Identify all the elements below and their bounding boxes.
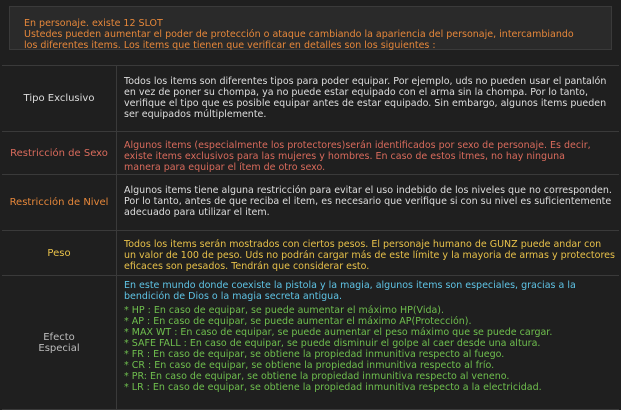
description-line: Todos los items serán mostrados con ciertos pesos. El personaje humano de GUNZ puede andar con [124,239,602,250]
row-description [117,175,619,230]
effect-item-lr: * LR : En caso de equipar, se obtiene la propiedad inmunitiva respecto a la electricidad. [124,382,542,393]
effect-item-pr: * PR: En caso de equipar, se obtiene la propiedad inmunitiva respecto al veneno. [124,371,510,382]
row-label-line: Efecto [43,331,75,343]
item-rules-table [2,65,619,410]
description-line: Por lo tanto, antes de que reciba el item, es necesario que verifique si con su nivel es suficientemente [124,196,612,207]
description-line: en vez de poner su chompa, ya no puede estar equipado con el arma sin la chompa. Por lo tanto, [124,87,588,98]
description-line: adecuado para utilizar el item. [124,207,270,218]
description-line: Algunos items (especialmente los protectores)serán identificados por sexo de personaje. Es decir, [124,140,591,151]
description-line: En este mundo donde coexiste la pistola y la magia, algunos items son especiales, gracias a la [124,280,576,291]
intro-text-line: los diferentes items. Los items que tienen que verificar en detalles son los siguientes : [24,40,436,51]
description-line: eficaces son pesados. Tendrán que considerar esto. [124,261,370,272]
row-description [117,231,619,275]
table-row-peso [2,231,619,276]
effect-item-ap: * AP : En caso de equipar, se puede aumentar el máximo AP(Protección). [124,316,472,327]
row-description [117,276,619,409]
row-label-line: Especial [38,342,80,354]
effect-item-hp: * HP : En caso de equipar, se puede aumentar el máximo HP(Vida). [124,305,445,316]
effect-item-safe-fall: * SAFE FALL : En caso de equipar, se puede disminuir el golpe al caer desde una altura. [124,338,541,349]
description-line: verifique el tipo que es posible equipar antes de estar equipado. Sin embargo, algunos items pueden [124,98,607,109]
description-line: un valor de 100 de peso. Uds no podrán cargar más de este límite y la mayoria de armas y protectores [124,250,615,261]
description-line: ser equipados múltiplemente. [124,109,267,120]
row-label: Restricción de Nivel [2,175,117,230]
row-label: Peso [2,231,117,275]
table-row-restriccion-sexo [2,132,619,175]
table-row-restriccion-nivel [2,175,619,231]
effect-item-max-wt: * MAX WT : En caso de equipar, se puede aumentar el peso máximo que se puede cargar. [124,327,553,338]
row-label [2,276,117,409]
intro-box [9,6,612,50]
row-label: Restricción de Sexo [2,132,117,174]
row-label: Tipo Exclusivo [2,66,117,131]
effect-item-fr: * FR : En caso de equipar, se obtiene la propiedad inmunitiva respecto al fuego. [124,349,505,360]
table-row-efecto-especial [2,276,619,410]
intro-text-line: Ustedes pueden aumentar el poder de protección o ataque cambiando la apariencia del personaje, intercambiando [24,29,574,40]
intro-title: En personaje. existe 12 SLOT [24,18,163,29]
row-description [117,132,619,174]
description-line: bendición de Dios o la magia secreta antigua. [124,291,343,302]
description-line: Algunos items tiene alguna restricción para evitar el uso indebido de los niveles que no corresponden. [124,185,612,196]
description-line: existe items exclusivos para las mujeres y hombres. En caso de estos itmes, no hay ninguna [124,151,565,162]
effect-item-cr: * CR : En caso de equipar, se obtiene la propiedad inmunitiva respecto al frío. [124,360,495,371]
description-line: manera para equipar el ítem de otro sexo. [124,162,326,173]
row-description [117,66,619,131]
description-line: Todos los items son diferentes tipos para poder equipar. Por ejemplo, uds no pueden usar el pantalón [124,76,607,87]
table-row-tipo-exclusivo [2,66,619,132]
